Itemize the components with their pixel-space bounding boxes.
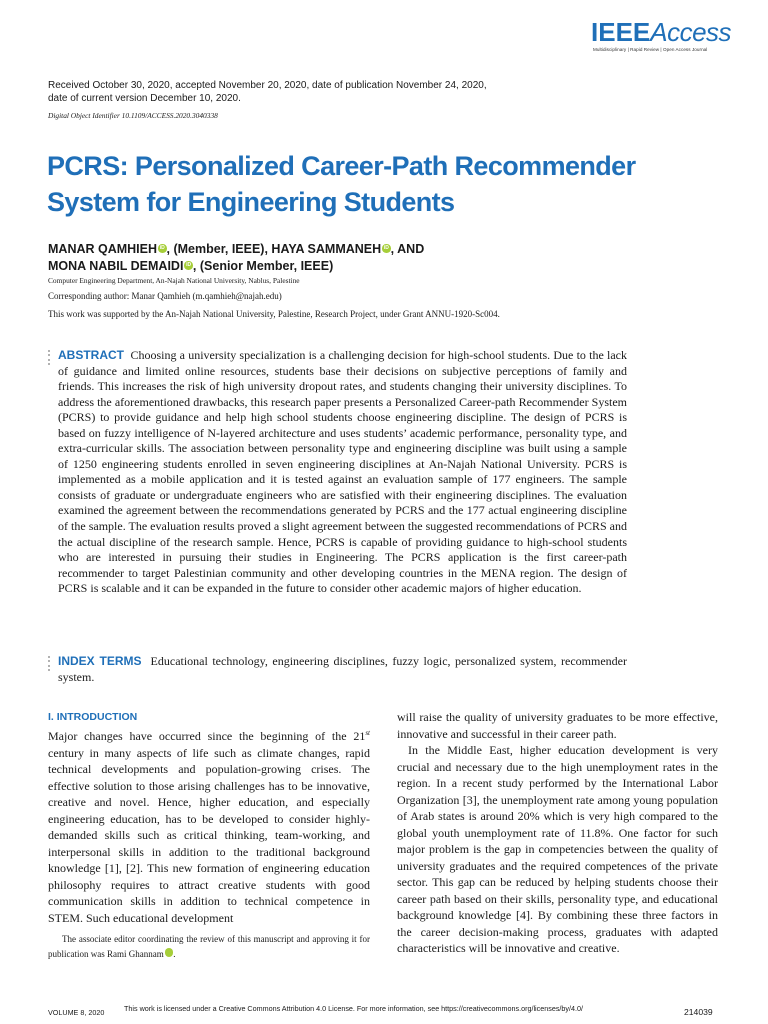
paper-title (47, 148, 667, 220)
affiliation: Computer Engineering Department, An-Najah National University, Nablus, Palestine (48, 276, 300, 285)
logo-brand-italic: Access (650, 17, 732, 47)
orcid-icon[interactable]: iD (159, 245, 165, 251)
abstract (58, 348, 627, 597)
corresponding-author: Corresponding author: Manar Qamhieh (m.qamhieh@najah.edu) (48, 291, 282, 301)
section-marker-icon (48, 350, 51, 367)
journal-tagline: Multidisciplinary | Rapid Review | Open Access Journal (593, 47, 708, 52)
page-number: 214039 (684, 1007, 713, 1017)
author-list: MANAR QAMHIEH iD , (Member, IEEE), HAYA SAMMANEH iD , AND MONA NABIL DEMAIDI iD , (Senior Member, IEEE) (48, 242, 425, 273)
index-terms-text: Educational technology, engineering disciplines, fuzzy logic, personalized system, recommender system. (58, 654, 627, 684)
index-terms-heading: INDEX TERMS (58, 654, 142, 668)
section-heading: I. INTRODUCTION (48, 711, 138, 723)
license-note: This work is licensed under a Creative Commons Attribution 4.0 License. For more information, see https://creativecommons.org/licenses/by/4.0/ (124, 1004, 584, 1013)
author-role: , (Senior Member, IEEE) (192, 259, 334, 273)
volume-label: VOLUME 8, 2020 (48, 1008, 105, 1017)
history-current: date of current version December 10, 2020. (48, 92, 241, 104)
funding-note: This work was supported by the An-Najah National University, Palestine, Research Project, under Grant ANNU-1920-Sc004. (48, 309, 500, 319)
orcid-icon[interactable]: iD (165, 948, 174, 957)
orcid-icon[interactable]: iD (186, 262, 192, 268)
author-name: MONA NABIL DEMAIDI (48, 259, 184, 273)
paragraph: In the Middle East, higher education development is very crucial and necessary due to the high unemployment rates in the region. In a recent study performed by the International Labor Organization [3], the unemployment rate among young population of Arab states is around 20% which is very high compared to the global youth unemployment rate of 11.8%. One factor for such major problem is the gap in competencies between the quality of university graduates and the required competences of the private sector. This gap can be reduced by helping students choose their career path based on their skills, personality type, and educational background knowledge [4]. By combining these three factors in the career decision-making process, graduates with adapted characteristics will be innovative and creative. (397, 743, 718, 955)
history-received: Received October 30, 2020, accepted November 20, 2020, date of publication November 24, 2020, (48, 80, 487, 91)
logo-brand-bold: IEEE (591, 17, 651, 47)
publication-history (48, 80, 508, 105)
title-line-1: PCRS: Personalized Career-Path Recommender (47, 151, 636, 181)
body-column-left: I. INTRODUCTION Major changes have occurred since the beginning of the 21st century in many aspects of life such as climate changes, rapid technical developments and population-growing crises. The effective solution to those arising challenges has to be innovative, creative and novel. Hence, higher education, and especially engineering education, has to be developed to consider highly-demanded skills such as critical thinking, team-working, and interpersonal skills in addition to the traditional background knowledge [1], [2]. This new formation of engineering education philosophy requires to attract creative students with good communication skills in addition to technical competence in STEM. Such educational development (48, 711, 370, 925)
journal-logo (591, 16, 732, 60)
orcid-icon[interactable]: iD (383, 245, 389, 251)
abstract-text: Choosing a university specialization is a challenging decision for high-school students. Due to the lack of guidance and limited online resources, students base their decisions on subjective perceptions of family and friends. This increases the risk of high university dropout rates, and students changing their university disciplines. To address the aforementioned drawbacks, this research paper presents a Personalized Career-path Recommender System (PCRS) to provide guidance and help high school students choose engineering discipline. The design of PCRS is based on fuzzy intelligence of N-layered architecture and uses students’ academic performance, personality type, and extra-curricular skills. The association between personality type and engineering discipline was built using a sample of 1250 engineering students enrolled in seven engineering disciplines at An-Najah National University. PCRS is implemented as a mobile application and it is tested against an evaluation sample of 177 engineers. The sample consists of graduate or undergraduate engineers who are satisfied with their engineering disciplines. The evaluation examined the agreement between the recommendations generated by PCRS and the 177 actual engineering discipline of the sample. The evaluation results proved a slight agreement between the suggested recommendations of PCRS and the actual discipline of the research sample. Hence, PCRS is capable of providing guidance to high-school students who are interested in pursuing their studies in Engineering. The PCRS application is the first career-path recommender to target Palestinian community and other developing countries in the MENA region. The design of PCRS is scalable and it can be expanded in the future to consider other academic majors of higher education. (58, 348, 628, 596)
body-column-right (397, 709, 718, 957)
author-role: , (Member, IEEE), HAYA SAMMANEH (166, 242, 382, 256)
paragraph-continued: will raise the quality of university graduates to be more effective, innovative and successful in their career path. (397, 710, 718, 741)
author-name: MANAR QAMHIEH (48, 242, 158, 256)
abstract-heading: ABSTRACT (58, 348, 124, 362)
section-marker-icon (48, 656, 51, 673)
editor-footnote: The associate editor coordinating the review of this manuscript and approving it for publication was Rami Ghannam iD. (48, 934, 370, 959)
title-line-2: System for Engineering Students (47, 187, 455, 217)
index-terms (58, 654, 627, 685)
doi: Digital Object Identifier 10.1109/ACCESS.2020.3040338 (48, 111, 218, 120)
